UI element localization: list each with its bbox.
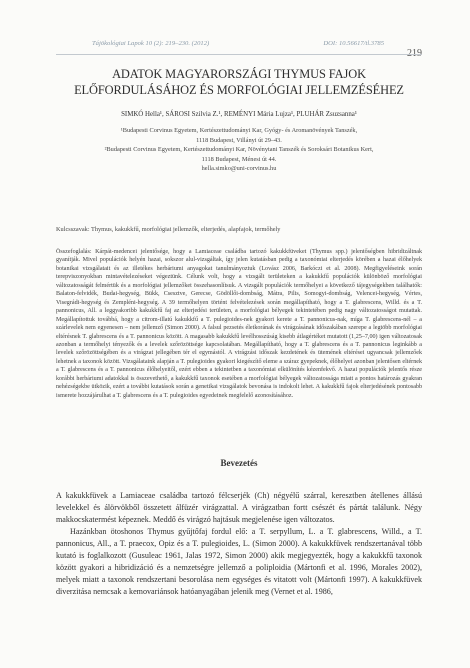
- affiliations: [60, 126, 418, 174]
- affiliation-line: 1118 Budapest, Villányi út 29–43.: [196, 136, 282, 144]
- journal-citation: Tájökológiai Lapok 10 (2): 219–230. (2012): [92, 40, 210, 47]
- section-heading: Bevezetés: [220, 458, 258, 468]
- affiliation-line: ²Budapesti Corvinus Egyetem, Kertészettudományi Kar, Növénytani Tanszék és Soroksári Botanikus Kert,: [104, 146, 374, 154]
- header-rule: [56, 54, 422, 55]
- paper-title: [56, 66, 422, 98]
- keywords: Kulcsszavak: Thymus, kakukkfű, morfológiai jellemzők, elterjedés, alapfajok, termőhely: [56, 226, 281, 233]
- running-header: [56, 38, 422, 54]
- body-text: [56, 490, 422, 598]
- paragraph-2: Hazánkban ötoshonos Thymus gyűjtőfaj fordul elő: a T. serpyllum, L. a T. glabrescens, Willd., a T. pannonicus, All., a T. praecox, Opiz és a T. pulegioides, L. (Simon 2000). A kakukkfüvek rendszertanával több kutató is foglalkozott (Gusuleac 1961, Jalas 1972, Simon 2000) akik megjegyezték, hogy a kakukkfű taxonok között gyakori a hibridizáció és a nemzetségre jellemző a poliploidia (Mártonfi et al. 1996, Morales 2002), melyek miatt a taxonok rendszertani besorolása nem egységes és vitatott volt (Mártonfi 1997). A kakukkfüvek diverzitása nemcsak a kemovariánsok hatóanyagában jelenik meg (Vernet et al. 1986,: [56, 527, 422, 597]
- doi-label[interactable]: DOI: 10.56617/tl.3785: [323, 40, 384, 47]
- abstract-frame: [56, 248, 422, 480]
- affiliation-line: 1118 Budapest, Ménesi út 44.: [201, 155, 277, 163]
- title-line-1: ADATOK MAGYARORSZÁGI THYMUS FAJOK: [112, 67, 366, 81]
- abstract-text: Összefoglalás: Kárpát-medencei jelentősége, hogy a Lamiaceae családba tartozó kakukkfüveket (Thymus spp.) jelentőségben hibridizáltnak gyanítják. Mivel populációk helyén hazai, sokszor alul-vizsgáltak, így jelen kutatásban pedig a taxonómiai elterjedés körében a hazai élőhelyek botanikai vizsgálatait és az illetékes herbáriumi anyagokat tanulmányoztuk (Lovász 2006, Barkóczi et al. 2008). Megfigyeléseink során terepviszonyokban mintavételezéseket végeztünk. Célunk volt, hogy a vizsgált területeken a kakukkfű populációk különböző morfológiai változatosságát felmértük és a morfológiai jellemzőket összehasonlítsuk. A vizsgált populációk termőhelyei a következő tájegységekben találhatók: Balaton-felvidék, Budai-hegység, Bükk, Csesztve, Gerecse, Gödöllői-dombság, Mátra, Pilis, Somogyi-dombság, Velencei-hegység, Vértes, Visegrádi-hegység és Zempléni-hegység. A 39 termőhelyen történt felvételezések során megállapítható, hogy a T. glabrescens, Willd. és a T. pannonicus, All. a leggyakoribb kakukkfű faj az elterjedési területen, a morfológiai bélyegek tekintetében pedig nagy változatosságot mutattak. Megállapítottuk továbbá, hogy a citrom-illatú kakukkfű a T. pulegioides-nek gyakori kerete a T. pannonicus-nak, míga T. glabrescens-nél – a szárlevelek nem egyenesen – nem jellemző (Simon 2000). A falsul pezsetés életkorának és virágzásának időszakában szerepe a legtöbb morfológiai eltérésnek T. glabrescens és a T. pannonicus között. A magasabb kakukkfű levélhosszúság kisebb átlagértéket mutatott (1,25–7,00) igen változatosak azonban a termőhelyi tényezők és a levelek szőrözöttsége kapcsolatában. Megállapítható, hogy a T. glabrescens és a T. pannonicus leginkább a levelek szőrözöttségében és a virágzat jellegében tér el egymástól. A virágzási időszak kezdetének és ütemének eltérései ugyancsak jellemzőek lehetnek a taxonok között. Vizsgálataink alapján a T. pulegioides gyakori kiegészítő eleme a száraz gyepeknek, élőhelyei azonban jelentősen eltérnek a T. glabrescens és a T. pannonicus élőhelyeitől, ezért ebben a tekintetben a taxonómiai elkülönítés kézenfekvő. A hazai populációk jelentős része korábbi herbáriumi adatokkal is összevethető, a kakukkfű taxonok esetében a morfológiai bélyegek változatossága miatt a pontos határozás gyakran nehézségekbe ütközik, ezért a további kutatások során a genetikai vizsgálatok bevonása is indokolt lehet. A kakukkfű fajok elterjedésének pontosabb ismerete hozzájárulhat a T. glabrescens és a T. pulegioides egyedeinek megfelelő azonosításához.: [56, 249, 422, 399]
- affiliation-line: ¹Budapesti Corvinus Egyetem, Kertészettudományi Kar, Gyógy- és Aromanövények Tanszék,: [120, 127, 358, 134]
- paragraph-1: A kakukkfüvek a Lamiaceae családba tartozó félcserjék (Ch) négyélű szárral, keresztben átellenes állású levelekkel és álörvökből összetett álfüzér virágzattal. A virágzatban fortt csészét és pártát találunk. Négy makkocskatermést képeznek. Meddő és virágzó hajtásuk megjelenése igen változatos.: [56, 491, 422, 525]
- author-list: SIMKÓ Hella¹, SÁROSI Szilvia Z.¹, REMÉNYI Mária Lujza¹, PLUHÁR Zsuzsanna¹: [121, 111, 357, 118]
- title-line-2: ELŐFORDULÁSÁHOZ ÉS MORFOLÓGIAI JELLEMZÉSÉHEZ: [74, 83, 404, 97]
- contact-email[interactable]: hella.simko@uni-corvinus.hu: [201, 165, 277, 173]
